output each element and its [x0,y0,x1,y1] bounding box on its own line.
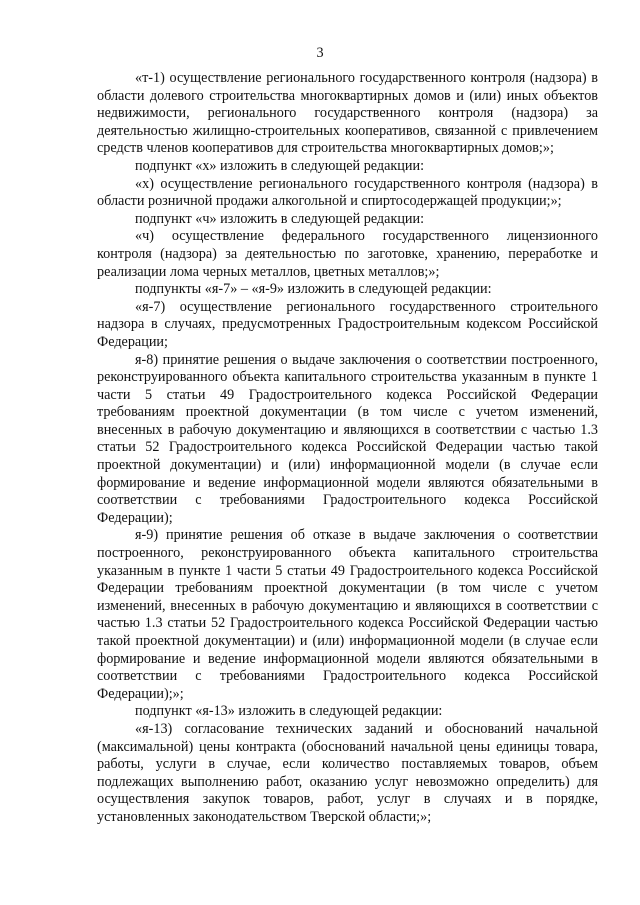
paragraph-ya9: я-9) принятие решения об отказе в выдаче заключения о соответствии построенного, реконструированного объекта капитального строительства указанным в пункте 1 части 5 статьи 49 Градостроительного кодекса Российской Федерации требованиям проектной документации (в том числе с учетом изменений, внесенных в рабочую документацию и являющихся в соответствии с частью 1.3 статьи 52 Градостроительного кодекса Российской Федерации частью такой проектной документации) и (или) информационной модели (в случае если формирование и ведение информационной модели являются обязательными в соответствии с требованиями Градостроительного кодекса Российской Федерации);»; [97,527,598,702]
paragraph-t1: «т-1) осуществление регионального государственного контроля (надзора) в области долевого строительства многоквартирных домов и (или) иных объектов недвижимости, регионального государственного контроля (надзора) за деятельностью жилищно-строительных кооперативов, связанной с привлечением средств членов кооперативов для строительства многоквартирных домов;»; [97,70,598,157]
paragraph-ch: «ч) осуществление федерального государственного лицензионного контроля (надзора) за деятельностью по заготовке, хранению, переработке и реализации лома черных металлов, цветных металлов;»; [97,228,598,280]
paragraph-ya7: «я-7) осуществление регионального государственного строительного надзора в случаях, предусмотренных Градостроительным кодексом Российской Федерации; [97,298,598,350]
paragraph-ya13: «я-13) согласование технических заданий и обоснований начальной (максимальной) цены контракта (обоснований начальной цены единицы товара, работы, услуги в случае, если количество поставляемых товаров, объем подлежащих выполнению работ, оказанию услуг невозможно определить) для осуществления закупок товаров, работ, услуг в случаях и в порядке, установленных законодательством Тверской области;»; [97,720,598,825]
paragraph-instruction-ch: подпункт «ч» изложить в следующей редакции: [135,210,425,227]
page-number: 3 [316,45,324,61]
paragraph-instruction-x: подпункт «х» изложить в следующей редакции: [135,157,425,174]
paragraph-ya8: я-8) принятие решения о выдаче заключения о соответствии построенного, реконструированного объекта капитального строительства указанным в пункте 1 части 5 статьи 49 Градостроительного кодекса Российской Федерации требованиям проектной документации (в том числе с учетом изменений, внесенных в рабочую документацию и являющихся в соответствии с частью 1.3 статьи 52 Градостроительного кодекса Российской Федерации частью такой проектной документации) и (или) информационной модели (в случае если формирование и ведение информационной модели являются обязательными в соответствии с требованиями Градостроительного кодекса Российской Федерации); [97,351,598,526]
document-body [97,70,598,827]
paragraph-x: «х) осуществление регионального государственного контроля (надзора) в области розничной продажи алкогольной и спиртосодержащей продукции;»; [97,175,598,210]
paragraph-instruction-ya13: подпункт «я-13» изложить в следующей редакции: [135,703,443,720]
paragraph-instruction-ya7-ya9: подпункты «я-7» – «я-9» изложить в следующей редакции: [135,281,492,298]
